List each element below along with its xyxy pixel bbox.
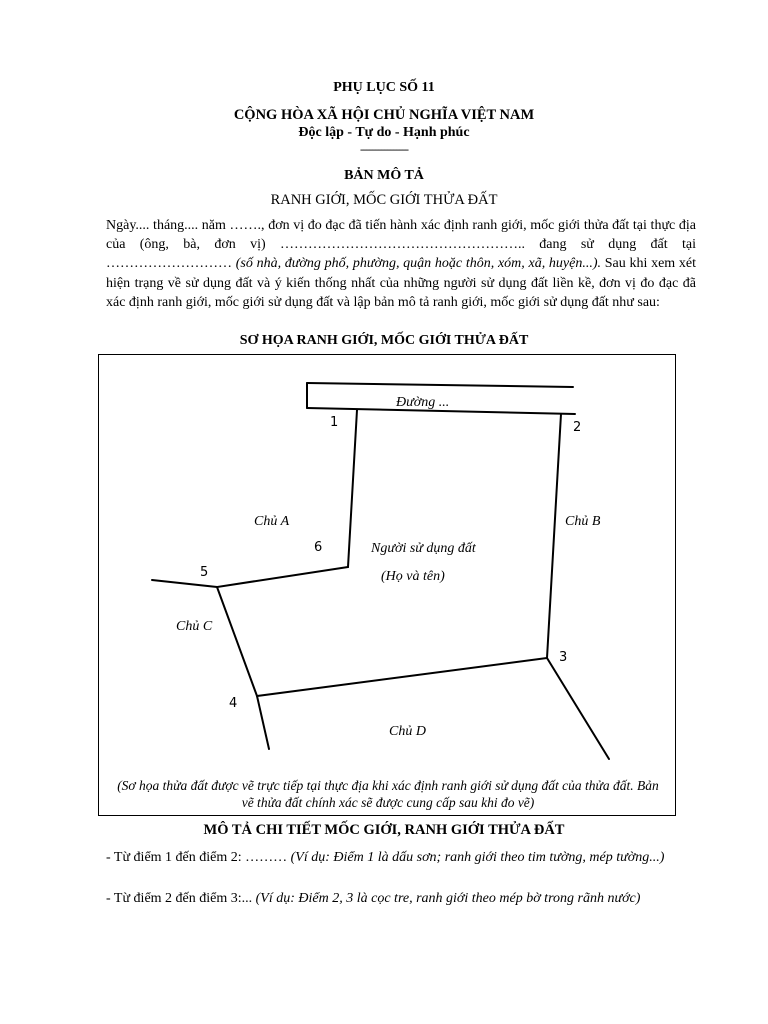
boundary-c-d	[257, 696, 269, 749]
point-1-label: 1	[330, 415, 339, 430]
point-3-label: 3	[559, 650, 568, 665]
point-2-label: 2	[573, 420, 582, 435]
appendix-number: PHỤ LỤC SỐ 11	[333, 80, 435, 95]
parcel-sketch	[99, 355, 677, 817]
owner-b-label: Chủ B	[565, 514, 601, 529]
document-subtitle: RANH GIỚI, MỐC GIỚI THỬA ĐẤT	[270, 192, 498, 208]
sketch-title: SƠ HỌA RANH GIỚI, MỐC GIỚI THỬA ĐẤT	[239, 333, 529, 348]
detail-item-1-text: - Từ điểm 1 đến điểm 2: ………	[106, 850, 291, 865]
national-title: CỘNG HÒA XÃ HỘI CHỦ NGHĨA VIỆT NAM	[233, 107, 535, 123]
header-divider: ----------------	[360, 142, 408, 156]
detail-item-2	[106, 890, 696, 908]
owner-c-label: Chủ C	[176, 619, 213, 634]
point-5-label: 5	[200, 565, 209, 580]
document-title: BẢN MÔ TẢ	[344, 168, 424, 183]
land-user-name-label: (Họ và tên)	[381, 569, 445, 584]
land-user-label: Người sử dụng đất	[371, 541, 476, 556]
road-label: Đường ...	[396, 395, 450, 410]
intro-text-2: Sau khi xem xét hiện trạng về sử dụng đất và ý kiến thống nhất của những người sử dụng đất liền kề, đơn vị đo đạc đã xác định ranh giới, mốc giới sử dụng đất và lập bản mô tả ranh giới, mốc giới sử dụng đất như sau:	[106, 256, 696, 310]
point-4-label: 4	[229, 696, 238, 711]
sketch-caption: (Sơ họa thửa đất được vẽ trực tiếp tại thực địa khi xác định ranh giới sử dụng đất của thửa đất. Bản vẽ thửa đất chính xác sẽ được cung cấp sau khi đo vẽ)	[117, 778, 659, 810]
detail-item-1	[106, 849, 696, 867]
details-title: MÔ TẢ CHI TIẾT MỐC GIỚI, RANH GIỚI THỬA ĐẤT	[203, 822, 565, 838]
detail-item-2-example: (Ví dụ: Điểm 2, 3 là cọc tre, ranh giới theo mép bờ trong rãnh nước)	[255, 891, 641, 906]
boundary-c-a	[152, 580, 217, 587]
boundary-b-d	[547, 658, 609, 759]
owner-a-label: Chủ A	[254, 514, 290, 529]
road-edge-top	[307, 383, 573, 387]
sketch-frame	[98, 354, 676, 816]
intro-address-hint: (số nhà, đường phố, phường, quận hoặc thôn, xóm, xã, huyện...).	[235, 256, 602, 272]
national-motto: Độc lập - Tự do - Hạnh phúc	[298, 125, 470, 140]
intro-paragraph	[106, 216, 696, 312]
detail-item-1-example: (Ví dụ: Điểm 1 là dấu sơn; ranh giới theo tim tường, mép tường...)	[290, 850, 665, 865]
owner-d-label: Chủ D	[389, 724, 426, 739]
detail-item-2-text: - Từ điểm 2 đến điểm 3:...	[106, 891, 256, 906]
intro-text-1: Ngày.... tháng.... năm ……., đơn vị đo đạc đã tiến hành xác định ranh giới, mốc giới thửa đất tại thực địa của (ông, bà, đơn vị) …………………………………………….. đang sử dụng đất tại ………………………	[106, 218, 696, 272]
point-6-label: 6	[314, 540, 323, 555]
